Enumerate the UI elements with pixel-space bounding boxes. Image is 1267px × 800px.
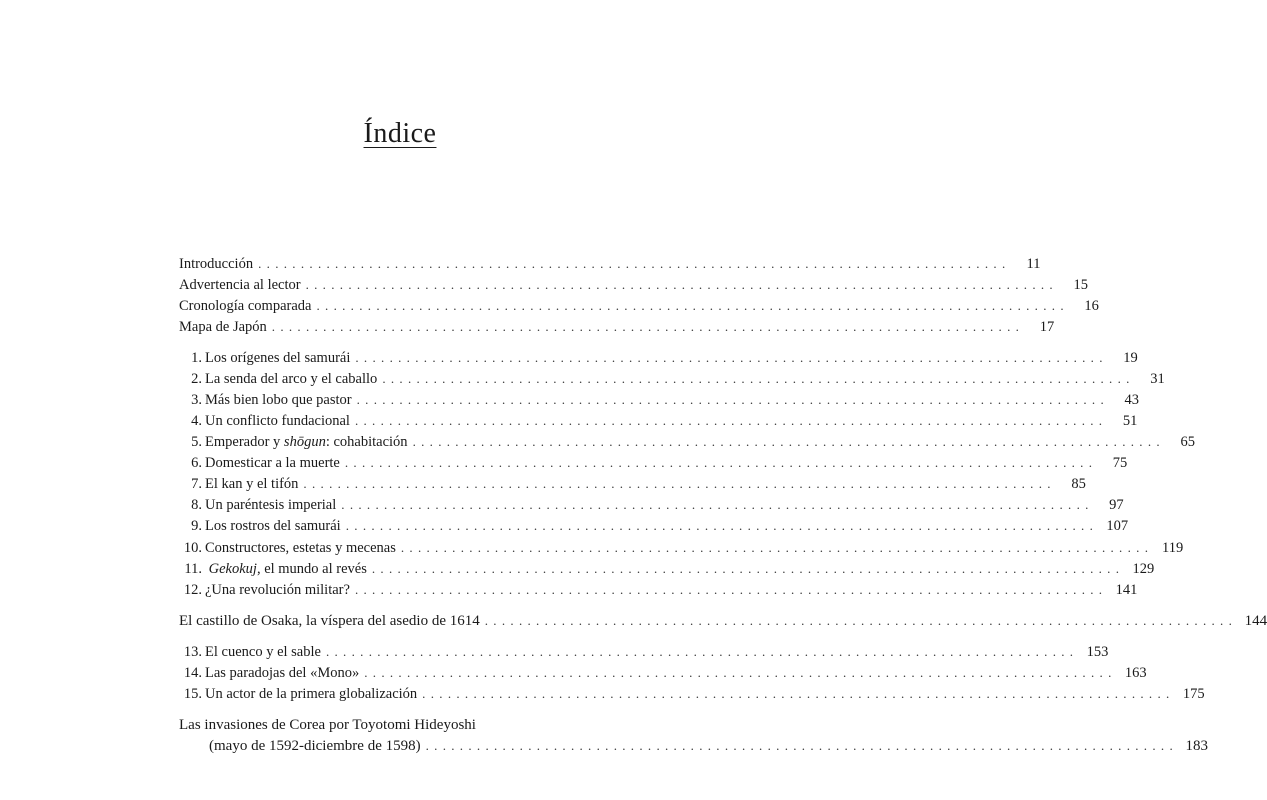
leader-dots: ........................................................................................ <box>484 613 1238 628</box>
chapter-number: 1. <box>191 350 202 366</box>
leader-dots: ........................................................................................ <box>400 540 1154 555</box>
toc-entry <box>179 348 1138 368</box>
toc-entry-page: 85 <box>1071 476 1086 492</box>
toc-entry-label: Un actor de la primera globalización <box>205 686 418 702</box>
chapter-number: 8. <box>191 497 202 513</box>
chapter-number: 4. <box>191 413 202 429</box>
label-part: Emperador y <box>205 434 284 450</box>
leader-dots: ........................................................................................ <box>303 476 1056 491</box>
toc-entry-page: 175 <box>1182 686 1205 702</box>
leader-dots: ........................................................................................ <box>364 665 1117 680</box>
chapter-number: 3. <box>191 392 202 408</box>
toc-entry-label: Mapa de Japón <box>179 319 267 335</box>
toc-entry-page: 75 <box>1112 455 1128 471</box>
toc-entry-page: 17 <box>1039 319 1055 335</box>
leader-dots: ........................................................................................ <box>371 561 1125 576</box>
toc-entry <box>179 254 1041 274</box>
toc-entry-page: 16 <box>1084 298 1099 314</box>
leader-dots: ........................................................................................ <box>422 686 1175 701</box>
toc-entry-page: 31 <box>1150 371 1165 387</box>
toc-entry-label: ¿Una revolución militar? <box>205 582 350 598</box>
toc-entry <box>179 432 1195 452</box>
chapter-number: 9. <box>191 518 202 534</box>
toc-entry-page: 107 <box>1106 518 1129 534</box>
toc-entry <box>179 684 1205 704</box>
chapter-number: 15. <box>183 686 202 702</box>
toc-entry-page: 51 <box>1122 413 1138 429</box>
leader-dots: ........................................................................................ <box>355 350 1108 365</box>
toc-entry <box>179 663 1147 683</box>
toc-entry <box>179 369 1165 389</box>
label-italic: Gekokuj <box>208 561 257 577</box>
leader-dots: ........................................................................................ <box>425 738 1179 753</box>
chapter-number: 14. <box>183 665 202 681</box>
leader-dots: ........................................................................................ <box>325 644 1079 659</box>
toc-entry-page: 129 <box>1132 561 1155 577</box>
toc-entry <box>179 611 1267 631</box>
toc-entry-label: Los rostros del samurái <box>205 518 341 534</box>
chapter-number: 2. <box>191 371 202 387</box>
toc-entry-page: 183 <box>1185 738 1209 754</box>
leader-dots: ........................................................................................ <box>382 371 1135 386</box>
toc-entry-label: El kan y el tifón <box>205 476 299 492</box>
leader-dots: ........................................................................................ <box>356 392 1109 407</box>
toc-entry-label: Un conflicto fundacional <box>205 413 350 429</box>
toc-entry-label: Cronología comparada <box>179 298 312 314</box>
leader-dots: ........................................................................................ <box>345 518 1099 533</box>
toc-entry-label <box>205 432 408 452</box>
leader-dots: ........................................................................................ <box>305 277 1058 292</box>
toc-entry <box>179 317 1055 337</box>
chapter-number: 13. <box>183 644 202 660</box>
toc-entry <box>179 411 1138 431</box>
toc-entry-label: Un paréntesis imperial <box>205 497 337 513</box>
chapter-number: 10. <box>183 540 202 556</box>
toc-entry <box>179 275 1088 295</box>
toc-entry-page: 19 <box>1123 350 1138 366</box>
chapter-number: 11. <box>184 561 202 577</box>
toc-entry-label: Los orígenes del samurái <box>205 350 351 366</box>
chapter-number: 6. <box>191 455 202 471</box>
chapter-number: 12. <box>183 582 202 598</box>
label-part: , el mundo al revés <box>256 561 367 577</box>
leader-dots: ........................................................................................ <box>354 413 1108 428</box>
toc-entry-page: 43 <box>1124 392 1139 408</box>
label-italic: shōgun <box>283 434 326 450</box>
toc-entry <box>179 736 1209 756</box>
toc-entry-label: Advertencia al lector <box>179 277 301 293</box>
toc-entry-label: El castillo de Osaka, la víspera del asedio de 1614 <box>179 613 480 629</box>
leader-dots: ........................................................................................ <box>412 434 1165 449</box>
leader-dots: ........................................................................................ <box>341 497 1094 512</box>
chapter-number: 5. <box>191 434 202 450</box>
toc-entry <box>179 516 1129 536</box>
page-title: Índice <box>363 118 437 149</box>
toc-entry <box>179 390 1139 410</box>
toc-entry <box>179 580 1138 600</box>
toc-entry-label: La senda del arco y el caballo <box>205 371 378 387</box>
toc-entry-page: 144 <box>1244 613 1267 629</box>
toc-entry-page: 15 <box>1073 277 1088 293</box>
toc-entry-label: Introducción <box>179 256 254 272</box>
toc-entry-page: 163 <box>1124 665 1147 681</box>
toc-entry-page: 11 <box>1026 256 1041 272</box>
toc-entry-label: (mayo de 1592-diciembre de 1598) <box>209 738 421 754</box>
toc-entry <box>179 474 1086 494</box>
toc-entry <box>179 642 1109 662</box>
toc-entry-page: 97 <box>1109 497 1124 513</box>
chapter-number: 7. <box>191 476 202 492</box>
label-part: : cohabitación <box>325 434 408 450</box>
toc-entry-label: El cuenco y el sable <box>205 644 321 660</box>
leader-dots: ........................................................................................ <box>316 298 1069 313</box>
toc-entry-label <box>205 559 367 579</box>
toc-entry-page: 119 <box>1162 540 1184 556</box>
toc-entry-label: Las invasiones de Corea por Toyotomi Hideyoshi <box>179 717 476 733</box>
leader-dots: ........................................................................................ <box>344 455 1098 470</box>
leader-dots: ........................................................................................ <box>271 319 1025 334</box>
toc-entry-label: Domesticar a la muerte <box>205 455 340 471</box>
toc-entry <box>179 538 1184 558</box>
toc-entry <box>179 559 1155 579</box>
toc-entry-page: 65 <box>1180 434 1195 450</box>
toc-entry-label: Más bien lobo que pastor <box>205 392 352 408</box>
leader-dots: ........................................................................................ <box>258 256 1011 271</box>
toc-entry <box>179 453 1128 473</box>
toc-entry <box>179 296 1099 316</box>
toc-entry-page: 141 <box>1115 582 1138 598</box>
toc-entry-page: 153 <box>1086 644 1109 660</box>
toc-entry-label: Constructores, estetas y mecenas <box>205 540 396 556</box>
toc-entry <box>179 495 1124 515</box>
toc-entry-label: Las paradojas del «Mono» <box>205 665 360 681</box>
leader-dots: ........................................................................................ <box>354 582 1108 597</box>
